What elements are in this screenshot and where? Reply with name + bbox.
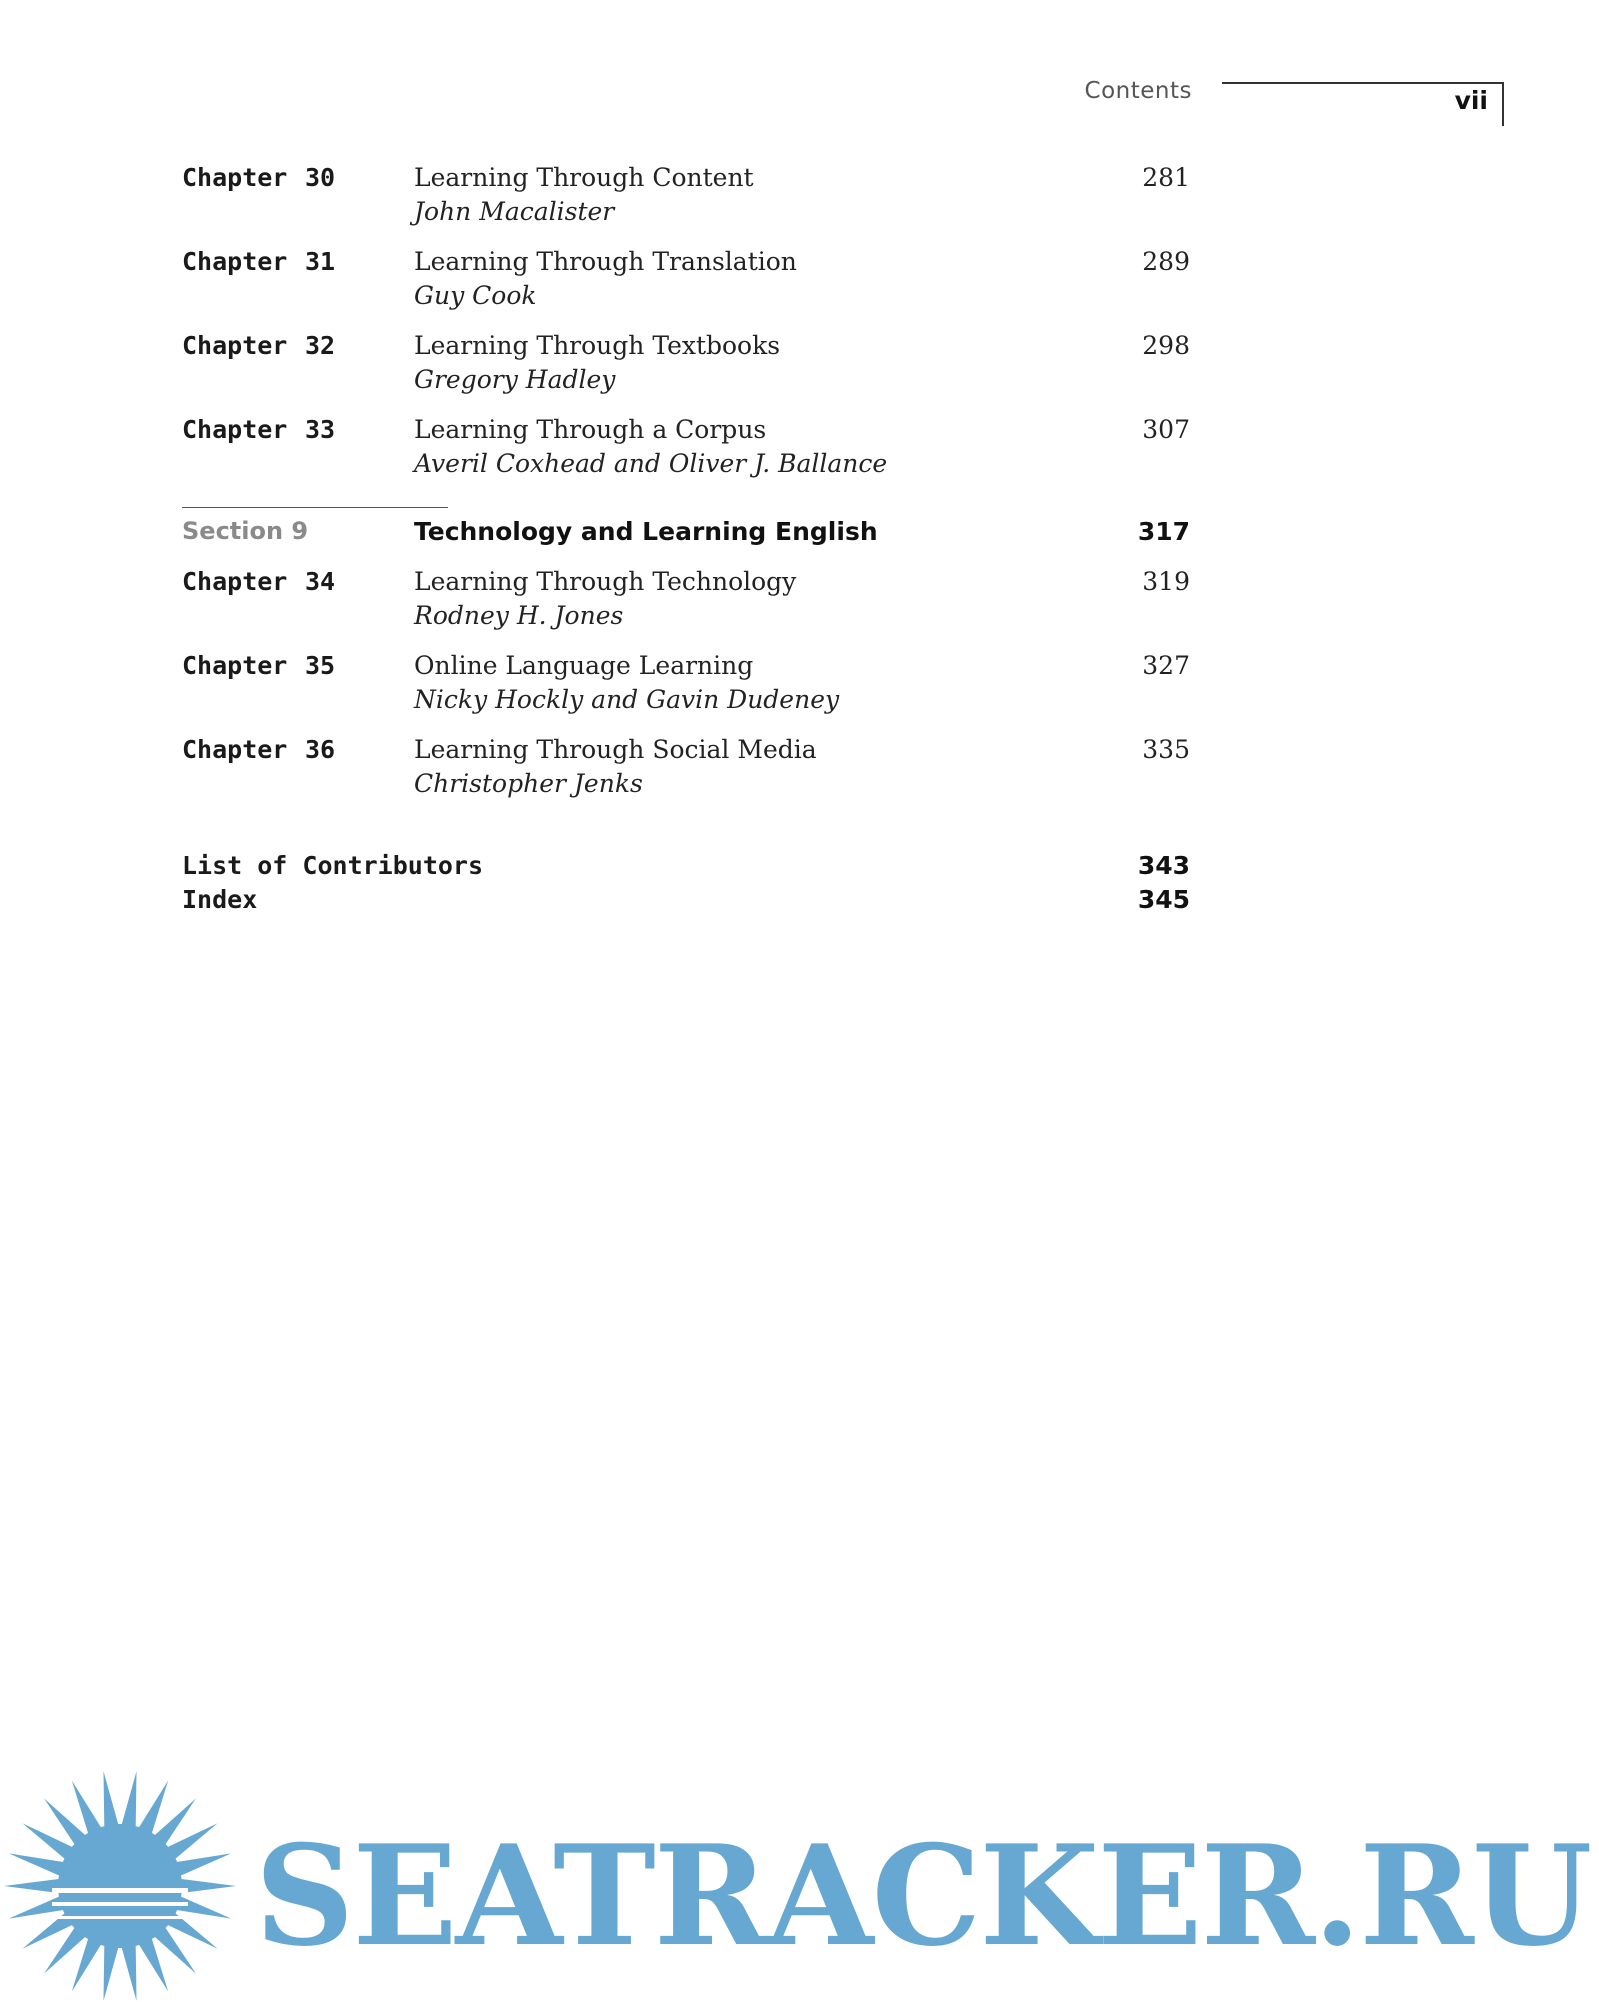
chapter-author: Nicky Hockly and Gavin Dudeney [414,685,840,714]
sun-ray [103,1944,118,2001]
chapter-title: Learning Through Translation [414,247,797,276]
chapter-number: 32 [305,331,336,360]
index-page: 345 [1137,885,1190,914]
chapter-number: 31 [305,247,336,276]
chapter-number: 30 [305,163,336,192]
header-rule [1222,82,1502,84]
chapter-label: Chapter [182,735,288,764]
section-title[interactable]: Technology and Learning English [414,517,878,546]
sun-ray [4,1879,60,1894]
toc-entry-index[interactable]: Index [182,885,258,914]
chapter-label: Chapter [182,163,288,192]
page-number: vii [1454,86,1488,115]
chapter-page: 298 [1142,331,1190,360]
watermark-text: SEATRACKER.RU [254,1814,1591,1977]
chapter-page: 289 [1142,247,1190,276]
sun-icon [0,1770,240,2002]
chapter-label: Chapter [182,247,288,276]
chapter-page: 327 [1142,651,1190,680]
chapter-number: 35 [305,651,336,680]
chapter-number: 33 [305,415,336,444]
running-title: Contents [1084,78,1192,104]
section-rule [182,507,448,508]
sun-ray [180,1879,236,1894]
chapter-number: 36 [305,735,336,764]
section-label: Section 9 [182,517,309,545]
sun-ray [175,1896,231,1919]
chapter-page: 281 [1142,163,1190,192]
chapter-page: 335 [1142,735,1190,764]
chapter-label: Chapter [182,567,288,596]
sun-ray [138,1780,168,1834]
chapter-label: Chapter [182,415,288,444]
chapter-author: Gregory Hadley [414,365,616,394]
toc-entry-contributors[interactable]: List of Contributors [182,851,484,880]
section-page: 317 [1137,517,1190,546]
chapter-page: 307 [1142,415,1190,444]
sun-ray [121,1771,136,1828]
chapter-author: Rodney H. Jones [414,601,624,630]
chapter-title: Learning Through Textbooks [414,331,781,360]
chapter-author: John Macalister [414,197,615,226]
chapter-title: Learning Through a Corpus [414,415,767,444]
sun-ray [138,1937,168,1991]
sun-ray [72,1937,102,1991]
sun-ray [72,1780,102,1834]
chapter-label: Chapter [182,651,288,680]
chapter-title: Online Language Learning [414,651,754,680]
sun-ray [9,1853,65,1876]
header-corner-rule [1502,82,1504,126]
chapter-page: 319 [1142,567,1190,596]
chapter-label: Chapter [182,331,288,360]
chapter-author: Christopher Jenks [414,769,643,798]
chapter-number: 34 [305,567,336,596]
chapter-author: Guy Cook [414,281,537,310]
sun-ray [175,1853,231,1876]
chapter-author: Averil Coxhead and Oliver J. Ballance [414,449,888,478]
sun-ray [9,1896,65,1919]
chapter-title: Learning Through Technology [414,567,797,596]
sun-ray [103,1771,118,1828]
chapter-title: Learning Through Social Media [414,735,817,764]
contributors-page: 343 [1137,851,1190,880]
chapter-title: Learning Through Content [414,163,754,192]
sun-ray [121,1944,136,2001]
